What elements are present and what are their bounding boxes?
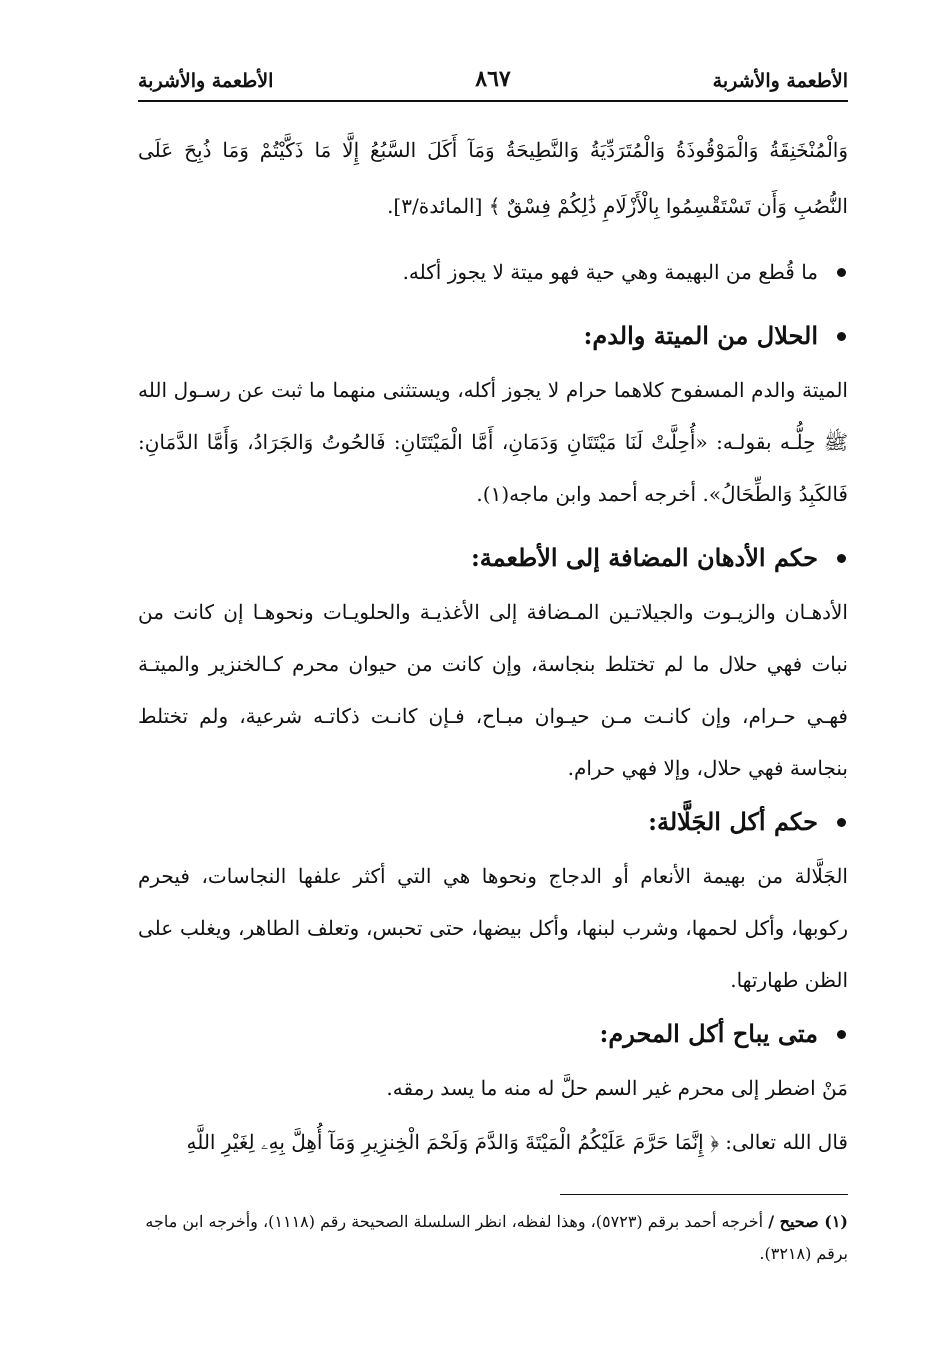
footnotes [138, 1206, 848, 1270]
quran-verse-maidah: وَالْمُنْخَنِقَةُ وَالْمَوْقُوذَةُ وَالْمُتَرَدِّيَةُ وَالنَّطِيحَةُ وَمَآ أَكَلَ السَّبُعُ إِلَّا مَا ذَكَّيْتُمْ وَمَا ذُبِحَ عَلَى النُّصُبِ وَأَن تَسْتَقْسِمُوا بِالْأَزْلَامِ ذَٰلِكُمْ فِسْقٌ ﴾ [المائدة/٣]. [138, 138, 848, 218]
page-number: ٨٦٧ [475, 66, 511, 92]
section-heading-jallala: حكم أكل الجَلَّالة: [138, 794, 848, 850]
bullet-icon [837, 332, 846, 341]
bullet-icon [837, 268, 846, 277]
footnote-text: أخرجه أحمد برقم (٥٧٢٣)، وهذا لفظه، انظر السلسلة الصحيحة رقم (١١١٨)، وأخرجه ابن ماجه برقم (٣٢١٨). [145, 1212, 848, 1263]
bullet-icon [837, 1030, 846, 1039]
page-content [138, 122, 848, 1170]
quran-verse-innama: قال الله تعالى: ﴿ إِنَّمَا حَرَّمَ عَلَيْكُمُ الْمَيْتَةَ وَالدَّمَ وَلَحْمَ الْخِنزِيرِ وَمَآ أُهِلَّ بِهِۦ لِغَيْرِ اللَّهِ [186, 1130, 848, 1154]
section-heading-fats-added: حكم الأدهان المضافة إلى الأطعمة: [138, 530, 848, 586]
section-body-fats-added: الأدهـان والزيـوت والجيلاتـين المـضافة إلى الأغذيـة والحلويـات ونحوهـا إن كانت من نبات فهي حلال ما لم تختلط بنجاسة، وإن كانت من حيوان محرم كـالخنزير والميتـة فهـي حـرام، وإن كانـت مـن حيـوان مبـاح، فـإن كانـت ذكاتـه شرعية، ولم تختلط بنجاسة فهي حلال، وإلا فهي حرام. [138, 600, 848, 780]
bullet-icon [837, 554, 846, 563]
page-header [138, 66, 848, 102]
section-heading-when-forbidden-permitted: متى يباح أكل المحرم: [138, 1006, 848, 1062]
footnote-label: (١) صحيح / [768, 1212, 848, 1231]
section-body-halal-carrion-blood: الميتة والدم المسفوح كلاهما حرام لا يجوز أكله، ويستثنى منهما ما ثبت عن رسـول الله ﷺ حِلُّـه بقولـه: «أُحِلَّتْ لَنَا مَيْتَتَانِ وَدَمَانِ، أَمَّا الْمَيْتَتَانِ: فَالحُوتُ وَالجَرَادُ، وَأَمَّا الدَّمَانِ: فَالكَبِدُ وَالطِّحَالُ». أخرجه أحمد وابن ماجه(١). [138, 378, 848, 506]
section-body-jallala: الجَلَّالة من بهيمة الأنعام أو الدجاج ونحوها هي التي أكثر علفها النجاسات، فيحرم ركوبها، وأكل لحمها، وشرب لبنها، وأكل بيضها، حتى تحبس، وتعلف الطاهر، ويغلب على الظن طهارتها. [138, 864, 848, 992]
bullet-item-text: ما قُطع من البهيمة وهي حية فهو ميتة لا يجوز أكله. [402, 260, 818, 284]
header-title-left: الأطعمة والأشربة [138, 70, 274, 92]
bullet-item-severed-part [138, 246, 848, 298]
header-title-right: الأطعمة والأشربة [712, 70, 848, 92]
footnote-divider [560, 1194, 848, 1195]
section-heading-halal-carrion-blood: الحلال من الميتة والدم: [138, 308, 848, 364]
bullet-icon [837, 818, 846, 827]
section-body-when-forbidden-permitted: مَنْ اضطر إلى محرم غير السم حلَّ له منه ما يسد رمقه. [386, 1076, 848, 1100]
